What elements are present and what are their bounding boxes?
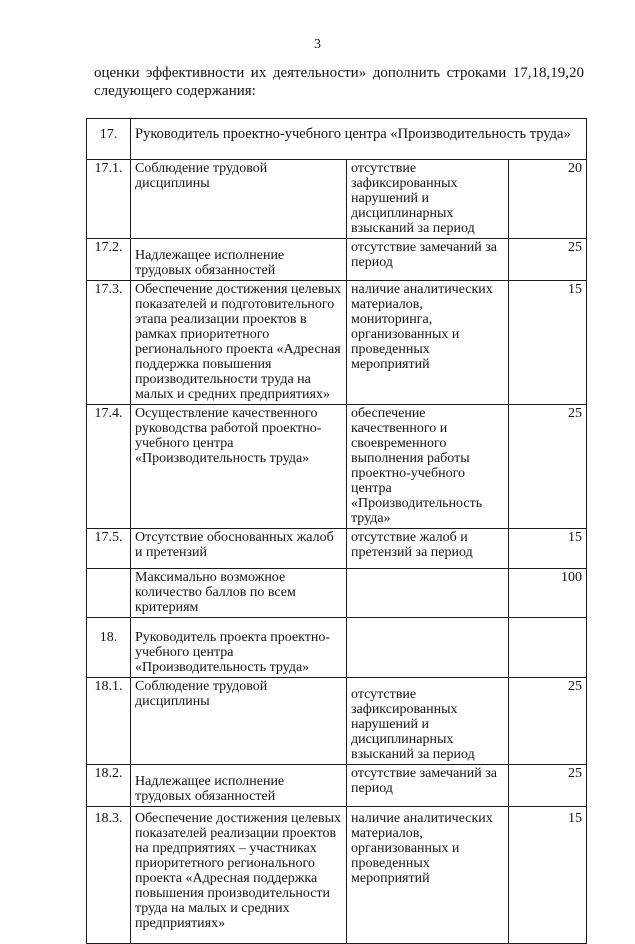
row-number: 17.5. <box>87 529 131 569</box>
intro-line-1: оценки эффективности их деятельности» дополнить строками 17,18,19,20 <box>94 65 584 81</box>
section-18-header-row <box>87 618 587 678</box>
table-row <box>87 405 587 529</box>
row-number: 18.3. <box>87 807 131 944</box>
intro-paragraph <box>94 64 584 100</box>
max-score-label: Максимально возможное количество баллов по всем критериям <box>131 569 347 618</box>
empty-cell <box>347 569 509 618</box>
score-cell: 20 <box>509 160 587 239</box>
section-18-title <box>131 618 347 678</box>
criterion-cell <box>131 765 347 807</box>
section-18-number-text: 18. <box>99 630 118 645</box>
row-number: 17.1. <box>87 160 131 239</box>
row-number: 17.3. <box>87 281 131 405</box>
indicator-cell <box>347 678 509 765</box>
table-row <box>87 160 587 239</box>
score-cell: 15 <box>509 529 587 569</box>
indicator-cell: обеспечение качественного и своевременного выполнения работы проектно-учебного центра «Производительность труда» <box>347 405 509 529</box>
criteria-table <box>86 118 587 944</box>
intro-line-2: следующего содержания: <box>94 83 256 99</box>
table-row <box>87 678 587 765</box>
indicator-cell: отсутствие жалоб и претензий за период <box>347 529 509 569</box>
indicator-cell: наличие аналитических материалов, мониторинга, организованных и проведенных мероприятий <box>347 281 509 405</box>
score-cell: 15 <box>509 807 587 944</box>
indicator-cell: отсутствие зафиксированных нарушений и дисциплинарных взысканий за период <box>347 160 509 239</box>
table-row <box>87 807 587 944</box>
row-number: 17.2. <box>87 239 131 281</box>
criterion-text: Надлежащее исполнение трудовых обязанностей <box>135 774 285 804</box>
criterion-cell: Обеспечение достижения целевых показателей реализации проектов на предприятиях – участниках приоритетного регионального проекта «Адресная поддержка повышения производительности труда на малых и средних предприятиях» <box>131 807 347 944</box>
score-cell: 25 <box>509 678 587 765</box>
criterion-text: Надлежащее исполнение трудовых обязанностей <box>135 248 285 278</box>
indicator-cell: отсутствие замечаний за период <box>347 239 509 281</box>
indicator-cell: наличие аналитических материалов, организованных и проведенных мероприятий <box>347 807 509 944</box>
score-cell: 15 <box>509 281 587 405</box>
section-18-title-text: Руководитель проекта проектно-учебного центра «Производительность труда» <box>135 630 331 675</box>
row-number: 17.4. <box>87 405 131 529</box>
max-score-row <box>87 569 587 618</box>
empty-cell <box>509 618 587 678</box>
indicator-cell: отсутствие замечаний за период <box>347 765 509 807</box>
criterion-cell: Отсутствие обоснованных жалоб и претензий <box>131 529 347 569</box>
criterion-cell <box>131 239 347 281</box>
empty-cell <box>87 569 131 618</box>
score-cell: 25 <box>509 405 587 529</box>
section-17-number: 17. <box>87 119 131 160</box>
table-row <box>87 529 587 569</box>
row-number: 18.1. <box>87 678 131 765</box>
max-score-value: 100 <box>509 569 587 618</box>
table-row <box>87 765 587 807</box>
criterion-cell: Соблюдение трудовой дисциплины <box>131 160 347 239</box>
criterion-cell: Соблюдение трудовой дисциплины <box>131 678 347 765</box>
empty-cell <box>347 618 509 678</box>
row-number: 18.2. <box>87 765 131 807</box>
section-17-title: Руководитель проектно-учебного центра «Производительность труда» <box>131 119 587 160</box>
indicator-text: отсутствие зафиксированных нарушений и дисциплинарных взысканий за период <box>351 687 475 762</box>
criterion-cell: Осуществление качественного руководства работой проектно-учебного центра «Производительность труда» <box>131 405 347 529</box>
section-18-number <box>87 618 131 678</box>
score-cell: 25 <box>509 239 587 281</box>
section-17-header-row <box>87 119 587 160</box>
score-cell: 25 <box>509 765 587 807</box>
table-row <box>87 239 587 281</box>
criterion-cell: Обеспечение достижения целевых показателей и подготовительного этапа реализации проектов в рамках приоритетного регионального проекта «Адресная поддержка повышения производительности труда на малых и средних предприятиях» <box>131 281 347 405</box>
table-row <box>87 281 587 405</box>
page-number: 3 <box>314 37 321 52</box>
